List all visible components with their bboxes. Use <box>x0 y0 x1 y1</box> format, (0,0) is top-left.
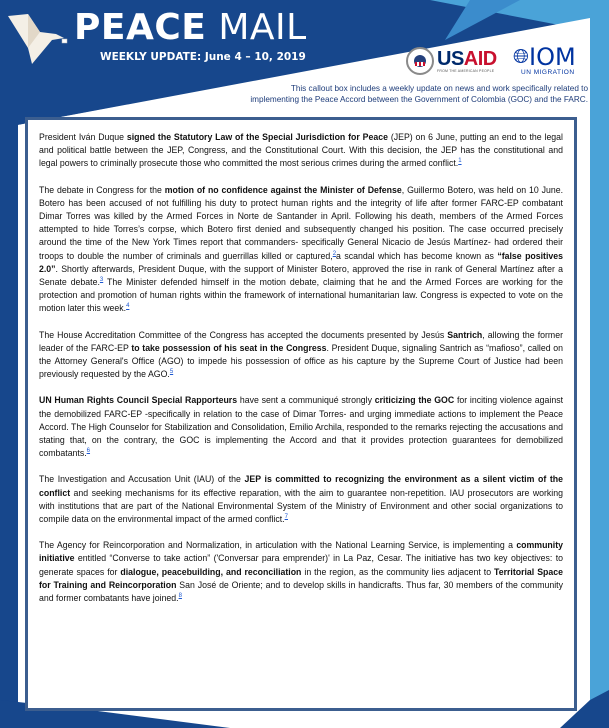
callout-line-1: This callout box includes a weekly update on news and work specifically related to <box>290 84 588 93</box>
dove-logo-icon <box>6 8 72 66</box>
title-light: MAIL <box>218 7 307 48</box>
usaid-us: US <box>437 48 464 70</box>
paragraph-text: and seeking mechanisms for its effective reparation, with the aim to guarantee non-repetition. IAU prosecutors are working with institutions that are part of the National Environmental System of the Ministry of Environment and other social organizations to compile data on the environmental impact of the armed conflict. <box>39 487 563 525</box>
bold-highlight: Santrich <box>447 329 483 340</box>
paragraph-text: The debate in Congress for the <box>39 184 165 195</box>
news-box <box>25 117 577 711</box>
usaid-logo <box>406 47 497 75</box>
news-paragraph <box>39 184 563 316</box>
paragraph-text: . Shortly afterwards, President Duque, with the support of Minister Botero, approved the rise in rank of General Martínez after a Senate debate. <box>39 263 563 288</box>
footnote-link-1[interactable]: 1 <box>458 158 462 165</box>
paragraph-text: The House Accreditation Committee of the Congress has accepted the documents presented by Jesús <box>39 329 448 340</box>
paragraph-text: (JEP) on 6 June, putting an end to the legal and political battle between the JEP, Congress, and the Constitutional Court. With this decision, the JEP has the constitutional and legal powers to criminally prosecute those who committed the most serious crimes during the armed conflict. <box>39 132 563 169</box>
weekly-update-date: WEEKLY UPDATE: June 4 – 10, 2019 <box>100 51 306 63</box>
footnote-link-8[interactable]: 8 <box>178 593 182 600</box>
paragraph-text: , allowing the former leader of the FARC-EP <box>39 329 563 353</box>
bold-highlight: signed the Statutory Law of the Special Jurisdiction for Peace <box>126 132 388 142</box>
usaid-seal-icon <box>406 47 434 75</box>
bold-highlight: dialogue, peacebuilding, and reconciliation <box>120 566 302 577</box>
bold-highlight: community initiative <box>39 540 563 564</box>
newsletter-title <box>74 8 307 48</box>
footnote-link-2[interactable]: 2 <box>332 250 337 257</box>
iom-logo <box>513 45 576 76</box>
news-paragraph <box>39 394 563 460</box>
iom-word: IOM <box>529 43 576 71</box>
paragraph-text: . President Duque, signaling Santrich as “mafioso”, called on the Attorney General's Office (AGO) to impede his possession of office as his capture by the Supreme Court of Justice had been previously requested by the AGO. <box>39 342 563 380</box>
footnote-link-3[interactable]: 3 <box>99 277 104 284</box>
paragraph-text: have sent a communiqué strongly <box>237 395 375 406</box>
news-paragraph <box>39 539 563 605</box>
usaid-aid: AID <box>463 48 497 70</box>
paragraph-text: The Agency for Reincorporation and Normalization, in articulation with the National Learning Service, is implementing a <box>39 540 517 551</box>
bold-highlight: Territorial Space for Training and Reincorporation <box>39 566 563 590</box>
paragraph-text: The Investigation and Accusation Unit (IAU) of the <box>39 474 245 485</box>
bold-highlight: to take possession of his seat in the Congress <box>131 342 327 353</box>
paragraph-text: The Minister defended himself in the motion debate, claiming that he and the Armed Forces are working for the protection and promotion of human rights within the framework of international humanitarian law. Congress is expected to vote on the motion later this week. <box>39 277 563 314</box>
paragraph-text: a scandal which has become known as <box>336 250 498 261</box>
paragraph-text: for inciting violence against the demobilized FARC-EP -specifically in relation to the case of Dimar Torres- and urging immediate actions to implement the Peace Accord. The High Counselor for Stabilization and Consolidation, Emilio Archila, responded to the remarks rejecting the accusations and stating that, on the contrary, the GOC is implementing the Accord and that it provides protection guarantees for demobilized combatants. <box>39 395 563 459</box>
paragraph-text: , Guillermo Botero, was held on 10 June. Botero has been accused of not fulfilling his duty to protect human rights and the integrity of life after former FARC-EP combatant Dimar Torres was killed by the Armed Forces in Norte de Santander in April. Following his death, members of the Armed Forces attempted to hide Torres’s corpse, which Botero first denied and subsequently changed his position. The case occurred precisely around the time of the New York Times report that commanders- specifically General Nicacio de Jesús Martínez- had ordered their troops to double the number of criminals and guerrillas killed or captured, <box>39 184 564 261</box>
un-globe-icon: 🌐︎ <box>513 46 529 68</box>
paragraph-text: in the region, as the community lies adjacent to <box>301 566 495 577</box>
usaid-tagline: FROM THE AMERICAN PEOPLE <box>437 69 495 73</box>
paragraph-text: San José de Oriente; and to develop skills in handicrafts. Thus far, 30 members of the community and former combatants have joined. <box>39 579 563 604</box>
footnote-link-7[interactable]: 7 <box>284 514 288 521</box>
footnote-link-4[interactable]: 4 <box>126 303 130 310</box>
bold-highlight: criticizing the GOC <box>374 395 455 406</box>
paragraph-text: President Iván Duque <box>39 132 127 142</box>
callout-line-2: implementing the Peace Accord between the Government of Colombia (GOC) and the FARC. <box>250 95 588 104</box>
callout-description <box>68 83 588 105</box>
bold-highlight: JEP is committed to recognizing the environment as a silent victim of the conflict <box>39 474 563 498</box>
footnote-link-5[interactable]: 5 <box>169 369 174 376</box>
bold-highlight: motion of no confidence against the Minister of Defense <box>164 184 402 195</box>
footnote-link-6[interactable]: 6 <box>86 448 91 455</box>
title-bold: PEACE <box>74 7 207 48</box>
news-paragraph <box>39 131 563 171</box>
bold-highlight: UN Human Rights Council Special Rapporteurs <box>39 395 238 406</box>
iom-tagline: UN MIGRATION <box>521 69 575 76</box>
news-paragraph <box>39 329 563 382</box>
news-paragraph <box>39 473 563 526</box>
bold-highlight: “false positives 2.0” <box>39 250 564 274</box>
paragraph-text: entitled “Converse to take action” ('Conversar para emprender)' in La Paz, Cesar. The initiative has two key objectives: to generate spaces for <box>39 553 563 577</box>
